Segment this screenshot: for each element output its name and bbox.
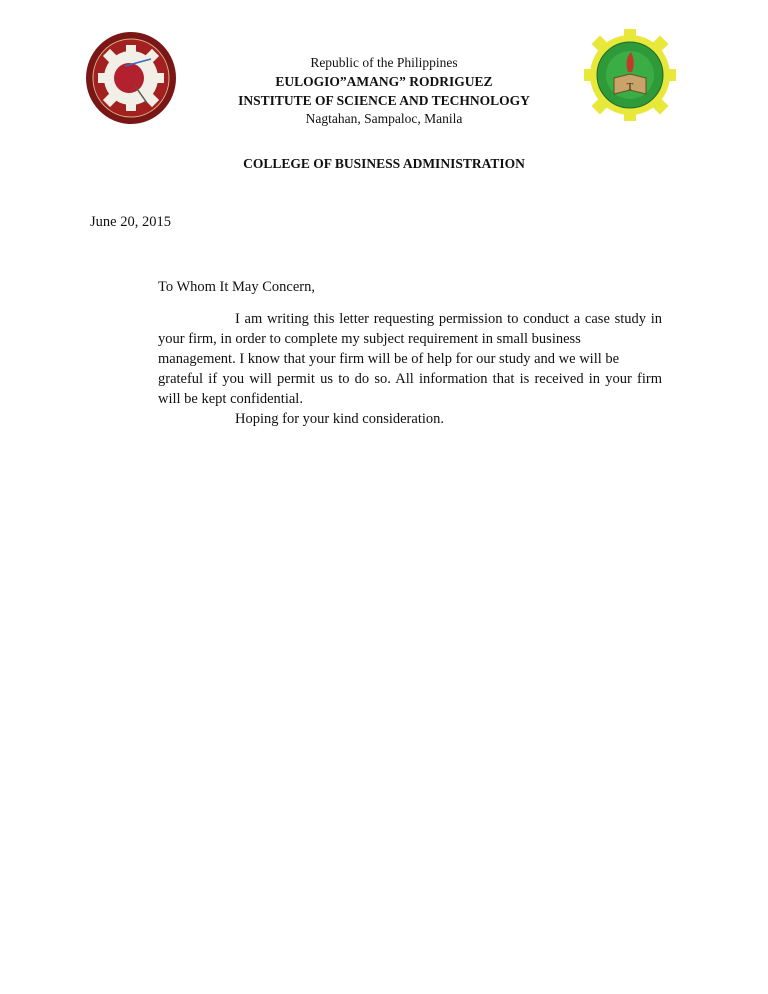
- institution-name-line1: EULOGIO”AMANG” RODRIGUEZ: [275, 74, 493, 89]
- svg-text:T: T: [626, 81, 634, 93]
- address-line: Nagtahan, Sampaloc, Manila: [305, 111, 463, 126]
- college-title: COLLEGE OF BUSINESS ADMINISTRATION: [243, 156, 525, 171]
- body-line-1: I am writing this letter requesting permission to conduct a case study in: [235, 311, 662, 327]
- institution-name-line2: INSTITUTE OF SCIENCE AND TECHNOLOGY: [238, 93, 530, 108]
- republic-line: Republic of the Philippines: [310, 55, 458, 70]
- body-line-4: grateful if you will permit us to do so. All information that is received in your firm: [158, 371, 662, 387]
- body-line-3: management. I know that your firm will be of help for our study and we will be: [158, 351, 620, 367]
- letter-date: June 20, 2015: [90, 214, 171, 230]
- closing-line: Hoping for your kind consideration.: [235, 411, 445, 427]
- salutation: To Whom It May Concern,: [158, 279, 315, 295]
- body-line-5: will be kept confidential.: [158, 391, 303, 407]
- body-line-2: your firm, in order to complete my subject requirement in small business: [158, 331, 581, 347]
